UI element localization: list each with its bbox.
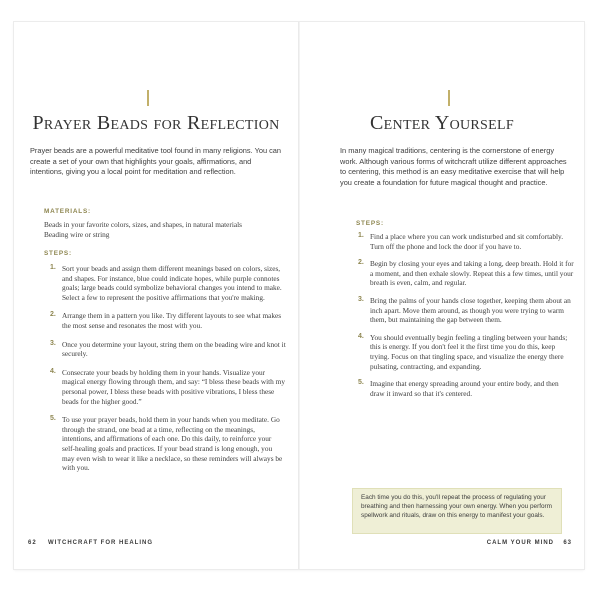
material-item: Beading wire or string [44, 229, 110, 239]
step-item [358, 379, 574, 398]
step-text: Consecrate your beads by holding them in your hands. Visualize your magical energy flowing through them, and say: “I bless these beads with my personal power, I bless these beads with positive vibrations, I bless these beads for the higher good.” [62, 367, 285, 406]
step-text: You should eventually begin feeling a tingling between your hands; this is energy. If you don't feel it the first time you do this, keep trying. Focus on that tingling space, and visualize the energy there pulsating, contracting, and expanding. [370, 332, 568, 371]
step-item [50, 264, 286, 302]
step-item [50, 340, 286, 359]
page-title: Prayer Beads for Reflection [32, 112, 280, 134]
material-item: Beads in your favorite colors, sizes, and shapes, in natural materials [44, 220, 242, 229]
step-number: 1. [50, 264, 56, 271]
page-number: 62 [28, 540, 37, 546]
step-number: 3. [358, 295, 364, 303]
step-item [358, 232, 574, 251]
step-item [50, 311, 286, 330]
left-page [14, 22, 298, 569]
step-item [50, 368, 286, 406]
step-text: To use your prayer beads, hold them in your hands when you meditate. Go through the strand, one bead at a time, reflecting on the meanings, intentions, and affirmations of each one. Do this daily, to reinforce your self-healing goals and practices. If your bead strand is long enough, you may even wish to wear it like a necklace, so these reminders will always be with you. [62, 415, 283, 473]
title-ornament [147, 90, 149, 106]
step-item [358, 296, 574, 325]
step-number: 2. [50, 311, 56, 319]
step-text: Bring the palms of your hands close together, keeping them about an inch apart. Move them around, as though you were trying to warm them, but maintaining the gap between them. [370, 295, 571, 325]
step-item [50, 415, 286, 473]
materials-list [44, 220, 284, 239]
materials-label: MATERIALS: [44, 208, 91, 215]
running-footer: CALM YOUR MIND [486, 540, 554, 546]
step-number: 4. [358, 332, 364, 340]
running-footer: WITCHCRAFT FOR HEALING [48, 540, 153, 546]
steps-list [358, 232, 574, 398]
step-number: 2. [358, 259, 364, 267]
steps-list [50, 264, 286, 473]
step-number: 5. [50, 415, 56, 423]
step-text: Begin by closing your eyes and taking a long, deep breath. Hold it for a moment, and then exhale slowly. Repeat this a few times, until your breath is even, calm, and regular. [370, 259, 574, 288]
book-spread [14, 22, 584, 569]
step-text: Find a place where you can work undisturbed and sit comfortably. Turn off the phone and lock the door if you have to. [370, 232, 564, 251]
tip-callout: Each time you do this, you'll repeat the process of regulating your breathing and then harnessing your own energy. When you perform spellwork and rituals, draw on this energy to manifest your goals. [352, 488, 562, 534]
intro-paragraph: In many magical traditions, centering is the cornerstone of energy work. Although various forms of witchcraft utilize different approaches to centering, this method is an easy meditative exercise that will help you create a foundation for future magical thought and practice. [340, 146, 567, 187]
step-number: 5. [358, 379, 364, 387]
right-page [300, 22, 584, 569]
step-text: Sort your beads and assign them different meanings based on colors, sizes, and shapes. For instance, blue could indicate hopes, while purple connotes goals; large beads could symbolize behavioral changes you intend to make. Select a few to represent the positive affirmations that you're making. [62, 264, 282, 302]
title-ornament [448, 90, 450, 106]
step-number: 1. [358, 232, 364, 239]
page-title: Center Yourself [370, 112, 514, 134]
step-text: Arrange them in a pattern you like. Try different layouts to see what makes the most sense and resonates the most with you. [62, 311, 282, 330]
page-number: 63 [563, 540, 572, 546]
steps-label: STEPS: [44, 250, 72, 257]
steps-label: STEPS: [356, 220, 384, 227]
step-text: Imagine that energy spreading around your entire body, and then draw it inward so that it's centered. [370, 379, 559, 398]
step-number: 3. [50, 339, 56, 347]
intro-paragraph: Prayer beads are a powerful meditative tool found in many religions. You can create a set of your own that highlights your goals, affirmations, and intentions, giving you a local point for meditation and reflection. [30, 146, 282, 176]
step-item [358, 333, 574, 371]
step-item [358, 259, 574, 288]
step-number: 4. [50, 367, 56, 375]
step-text: Once you determine your layout, string them on the beading wire and knot it securely. [62, 339, 286, 359]
